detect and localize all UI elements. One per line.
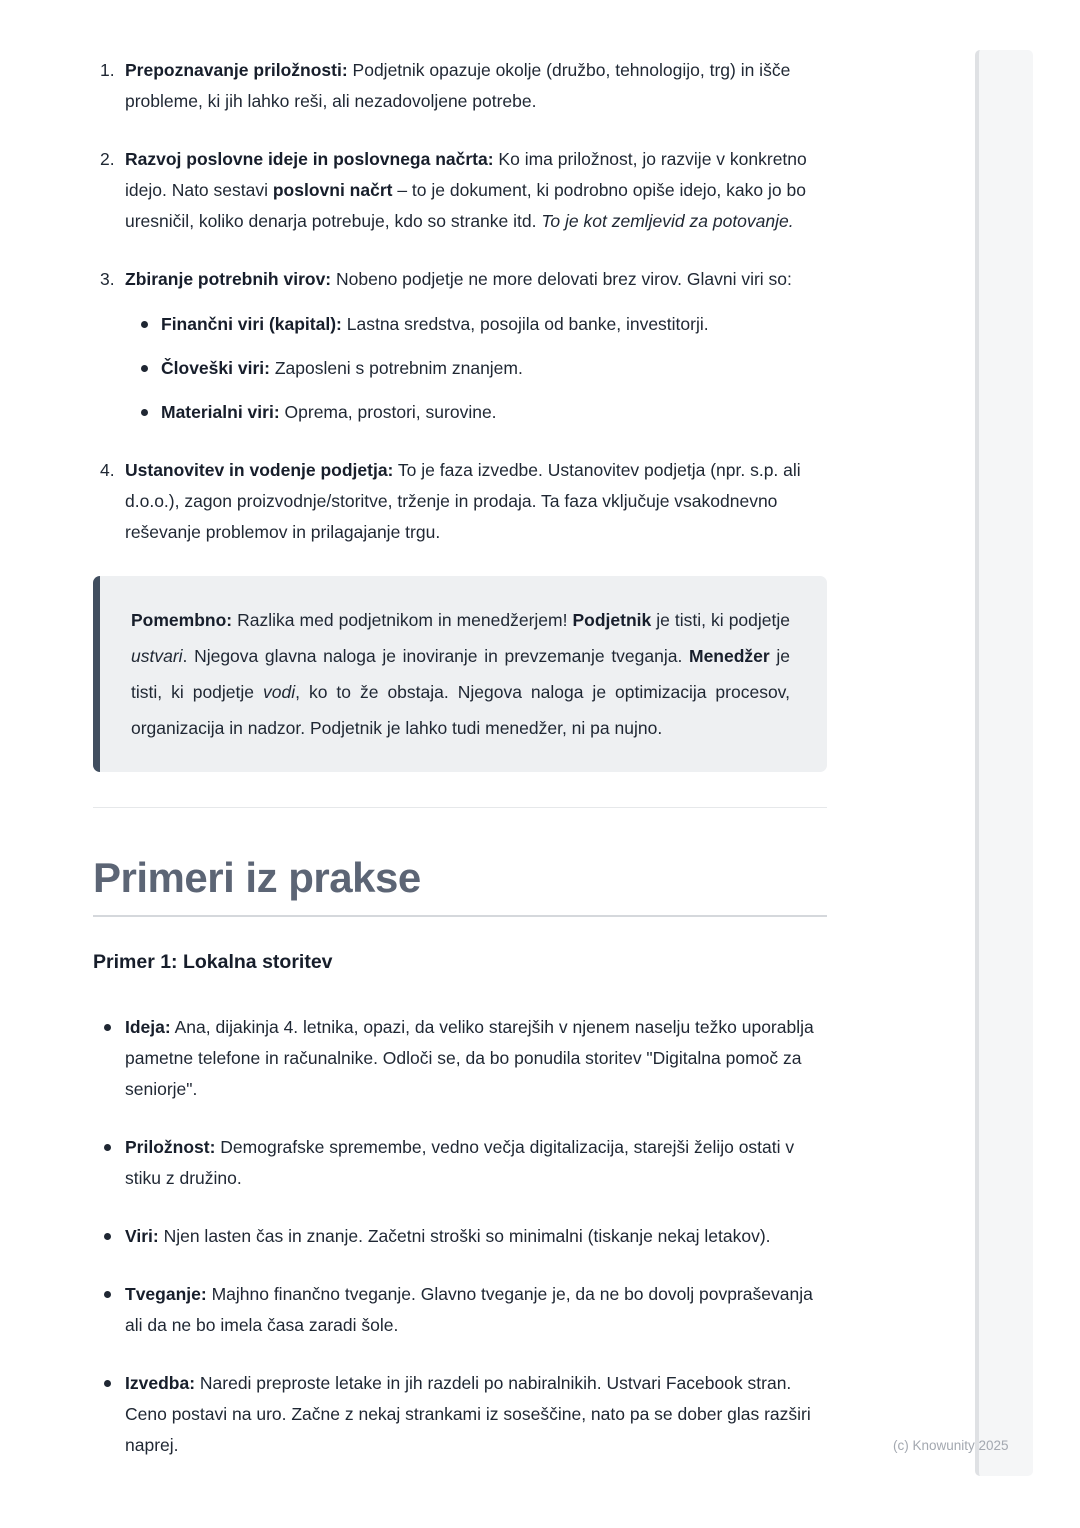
resource-text: Človeški viri: Zaposleni s potrebnim znanjem.	[161, 358, 523, 378]
example-bullet	[93, 1012, 827, 1105]
example-bullet-text: Priložnost: Demografske spremembe, vedno večja digitalizacija, starejši želijo ostati v stiku z družino.	[125, 1137, 795, 1188]
bullet-marker	[141, 365, 148, 372]
step-text: Razvoj poslovne ideje in poslovnega načrta: Ko ima priložnost, jo razvije v konkretno idejo. Nato sestavi poslovni načrt – to je dokument, ki podrobno opiše idejo, kako jo bo uresničil, koliko denarja potrebuje, kdo so stranke itd. To je kot zemljevid za potovanje.	[125, 149, 807, 231]
scrollbar-track[interactable]	[975, 50, 1033, 1476]
list-number: 1.	[100, 60, 115, 80]
section-heading: Primeri iz prakse	[93, 854, 827, 917]
resources-sublist	[125, 309, 827, 428]
example-bullet	[93, 1221, 827, 1252]
list-number: 2.	[100, 149, 115, 169]
bullet-marker	[104, 1144, 111, 1151]
section-divider	[93, 807, 827, 808]
process-steps-list	[93, 55, 827, 548]
example-bullet-text: Izvedba: Naredi preproste letake in jih razdeli po nabiralnikih. Ustvari Facebook stran. Ceno postavi na uro. Začne z nekaj strankami iz soseščine, nato pa se dober glas razširi naprej.	[125, 1373, 811, 1455]
numbered-step	[93, 55, 827, 117]
bullet-marker	[104, 1291, 111, 1298]
bullet-marker	[104, 1024, 111, 1031]
resource-text: Materialni viri: Oprema, prostori, surovine.	[161, 402, 497, 422]
numbered-step	[93, 264, 827, 428]
numbered-step	[93, 144, 827, 237]
step-text: Ustanovitev in vodenje podjetja: To je faza izvedbe. Ustanovitev podjetja (npr. s.p. ali d.o.o.), zagon proizvodnje/storitve, trženje in prodaja. Ta faza vključuje vsakodnevno reševanje problemov in prilagajanje trgu.	[125, 460, 801, 542]
example-subheading: Primer 1: Lokalna storitev	[93, 951, 333, 973]
callout-text: Pomembno: Razlika med podjetnikom in menedžerjem! Podjetnik je tisti, ki podjetje ustvari. Njegova glavna naloga je inoviranje in prevzemanje tveganja. Menedžer je tisti, ki podjetje vodi, ko to že obstaja. Njegova naloga je optimizacija procesov, organizacija in nadzor. Podjetnik je lahko tudi menedžer, ni pa nujno.	[131, 610, 790, 738]
resource-text: Finančni viri (kapital): Lastna sredstva, posojila od banke, investitorji.	[161, 314, 709, 334]
bullet-marker	[104, 1233, 111, 1240]
step-text: Zbiranje potrebnih virov: Nobeno podjetje ne more delovati brez virov. Glavni viri so:	[125, 269, 792, 289]
example-bullet	[93, 1368, 827, 1461]
bullet-marker	[141, 321, 148, 328]
resource-item	[125, 397, 827, 428]
resource-item	[125, 309, 827, 340]
watermark: (c) Knowunity 2025	[893, 1438, 1009, 1453]
step-text: Prepoznavanje priložnosti: Podjetnik opazuje okolje (družbo, tehnologijo, trg) in išče probleme, ki jih lahko reši, ali nezadovoljene potrebe.	[125, 60, 791, 111]
example-bullet-text: Tveganje: Majhno finančno tveganje. Glavno tveganje je, da ne bo dovolj povpraševanja ali da ne bo imela časa zaradi šole.	[125, 1284, 813, 1335]
list-number: 3.	[100, 269, 115, 289]
resource-item	[125, 353, 827, 384]
example-bullet	[93, 1132, 827, 1194]
callout-important	[93, 576, 827, 772]
example-bullet	[93, 1279, 827, 1341]
numbered-step	[93, 455, 827, 548]
bullet-marker	[104, 1380, 111, 1387]
bullet-marker	[141, 409, 148, 416]
example-bullet-text: Ideja: Ana, dijakinja 4. letnika, opazi, da veliko starejših v njenem naselju težko uporablja pametne telefone in računalnike. Odloči se, da bo ponudila storitev "Digitalna pomoč za seniorje".	[125, 1017, 814, 1099]
example-bullet-list	[93, 1012, 827, 1461]
example-bullet-text: Viri: Njen lasten čas in znanje. Začetni stroški so minimalni (tiskanje nekaj letakov).	[125, 1226, 771, 1246]
list-number: 4.	[100, 460, 115, 480]
